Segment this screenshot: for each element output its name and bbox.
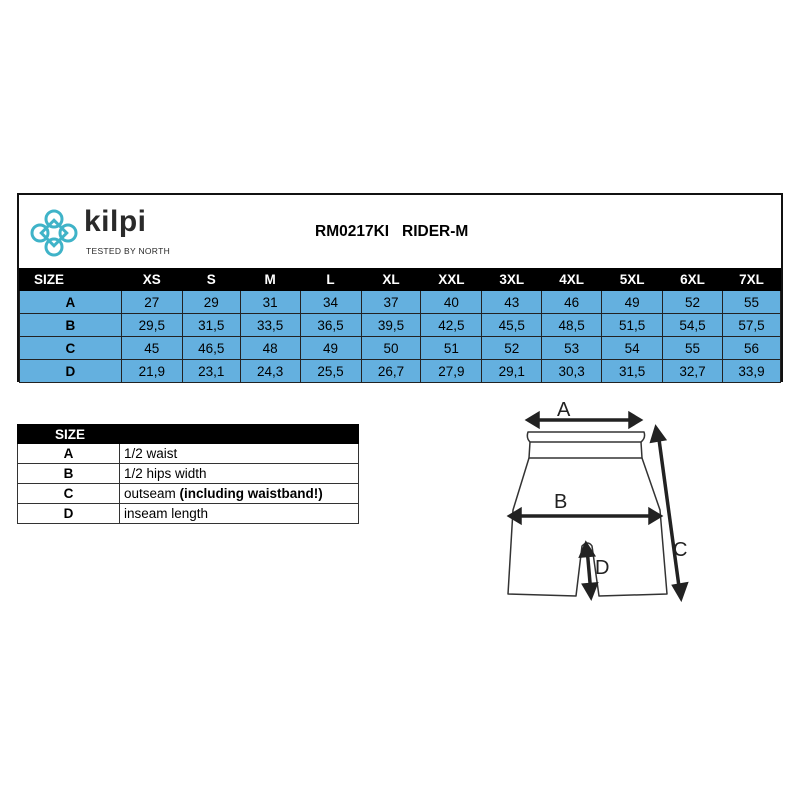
- row-label: B: [20, 314, 122, 337]
- size-table: [19, 268, 781, 383]
- product-name: RIDER-M: [402, 223, 469, 240]
- label-c: C: [673, 539, 688, 561]
- measurement-cell: 55: [722, 291, 780, 314]
- measurement-cell: 43: [482, 291, 542, 314]
- measurement-cell: 26,7: [361, 360, 421, 383]
- measurement-cell: 50: [361, 337, 421, 360]
- measurement-cell: 31,5: [182, 314, 240, 337]
- measurement-cell: 52: [482, 337, 542, 360]
- size-chart-panel: [17, 193, 783, 382]
- measurement-cell: 45,5: [482, 314, 542, 337]
- measurement-cell: 45: [121, 337, 182, 360]
- measurement-cell: 25,5: [300, 360, 361, 383]
- arrow-c: [658, 432, 680, 594]
- measurement-cell: 29,5: [121, 314, 182, 337]
- size-row-c: [20, 337, 781, 360]
- measurement-cell: 33,5: [240, 314, 300, 337]
- legend-key: D: [18, 504, 120, 524]
- legend-description: [120, 484, 359, 504]
- size-column-header: S: [182, 269, 240, 291]
- size-column-header: 4XL: [542, 269, 602, 291]
- legend-description-text: outseam: [124, 486, 180, 501]
- size-column-header: XS: [121, 269, 182, 291]
- waistband-outline: [527, 432, 644, 442]
- row-label: C: [20, 337, 122, 360]
- legend-description: [120, 444, 359, 464]
- legend-header-row: [18, 425, 359, 444]
- legend-description-text: 1/2 waist: [124, 446, 178, 461]
- measurement-cell: 57,5: [722, 314, 780, 337]
- measurement-cell: 49: [602, 291, 663, 314]
- measurement-cell: 51,5: [602, 314, 663, 337]
- size-column-header: 5XL: [602, 269, 663, 291]
- measurement-cell: 46,5: [182, 337, 240, 360]
- measurement-cell: 55: [663, 337, 723, 360]
- legend-description: [120, 464, 359, 484]
- measurement-cell: 34: [300, 291, 361, 314]
- size-row-b: [20, 314, 781, 337]
- legend-key: B: [18, 464, 120, 484]
- legend-header-label: SIZE: [18, 425, 120, 444]
- measurement-cell: 48: [240, 337, 300, 360]
- size-column-header: XXL: [421, 269, 482, 291]
- brand-logo: [26, 205, 176, 263]
- measurement-cell: 49: [300, 337, 361, 360]
- product-code: RM0217KI: [315, 223, 390, 240]
- measurement-cell: 39,5: [361, 314, 421, 337]
- size-row-d: [20, 360, 781, 383]
- measurement-cell: 31: [240, 291, 300, 314]
- row-label: A: [20, 291, 122, 314]
- shorts-diagram: [500, 398, 700, 608]
- size-column-header: 3XL: [482, 269, 542, 291]
- measurement-cell: 23,1: [182, 360, 240, 383]
- size-column-header: 7XL: [722, 269, 780, 291]
- legend-key: C: [18, 484, 120, 504]
- size-header-label: SIZE: [20, 269, 122, 291]
- measurement-cell: 30,3: [542, 360, 602, 383]
- measurement-cell: 40: [421, 291, 482, 314]
- legend-description-text: inseam length: [124, 506, 209, 521]
- measurement-cell: 53: [542, 337, 602, 360]
- legend-row-d: [18, 504, 359, 524]
- row-label: D: [20, 360, 122, 383]
- label-b: B: [554, 491, 568, 513]
- size-column-header: 6XL: [663, 269, 723, 291]
- size-column-header: XL: [361, 269, 421, 291]
- shorts-body-outline: [508, 458, 667, 596]
- legend-description-text: 1/2 hips width: [124, 466, 207, 481]
- measurement-cell: 54: [602, 337, 663, 360]
- measurement-cell: 29: [182, 291, 240, 314]
- brand-name: kilpi: [84, 205, 147, 238]
- legend-description: [120, 504, 359, 524]
- waistband-band: [529, 442, 642, 458]
- label-d: D: [595, 557, 610, 579]
- brand-tagline: TESTED BY NORTH: [86, 246, 171, 256]
- measurement-cell: 46: [542, 291, 602, 314]
- size-chart-header: [19, 195, 781, 268]
- legend-row-c: [18, 484, 359, 504]
- legend-note: (including waistband!): [179, 486, 323, 501]
- measurement-cell: 32,7: [663, 360, 723, 383]
- legend-header-blank: [120, 425, 359, 444]
- measurement-cell: 36,5: [300, 314, 361, 337]
- measurement-cell: 27: [121, 291, 182, 314]
- measurement-cell: 48,5: [542, 314, 602, 337]
- measurement-cell: 42,5: [421, 314, 482, 337]
- legend-row-b: [18, 464, 359, 484]
- size-row-a: [20, 291, 781, 314]
- legend-key: A: [18, 444, 120, 464]
- knot-icon: [26, 205, 82, 263]
- product-title: [315, 223, 468, 241]
- size-column-header: L: [300, 269, 361, 291]
- measurement-cell: 21,9: [121, 360, 182, 383]
- measurement-cell: 56: [722, 337, 780, 360]
- measurement-cell: 37: [361, 291, 421, 314]
- measurement-cell: 51: [421, 337, 482, 360]
- measurement-cell: 31,5: [602, 360, 663, 383]
- size-column-header: M: [240, 269, 300, 291]
- measurement-cell: 24,3: [240, 360, 300, 383]
- legend-row-a: [18, 444, 359, 464]
- measurement-legend: [17, 424, 359, 524]
- measurement-cell: 27,9: [421, 360, 482, 383]
- measurement-cell: 54,5: [663, 314, 723, 337]
- label-a: A: [557, 399, 571, 421]
- size-header-row: [20, 269, 781, 291]
- measurement-cell: 52: [663, 291, 723, 314]
- measurement-cell: 33,9: [722, 360, 780, 383]
- measurement-cell: 29,1: [482, 360, 542, 383]
